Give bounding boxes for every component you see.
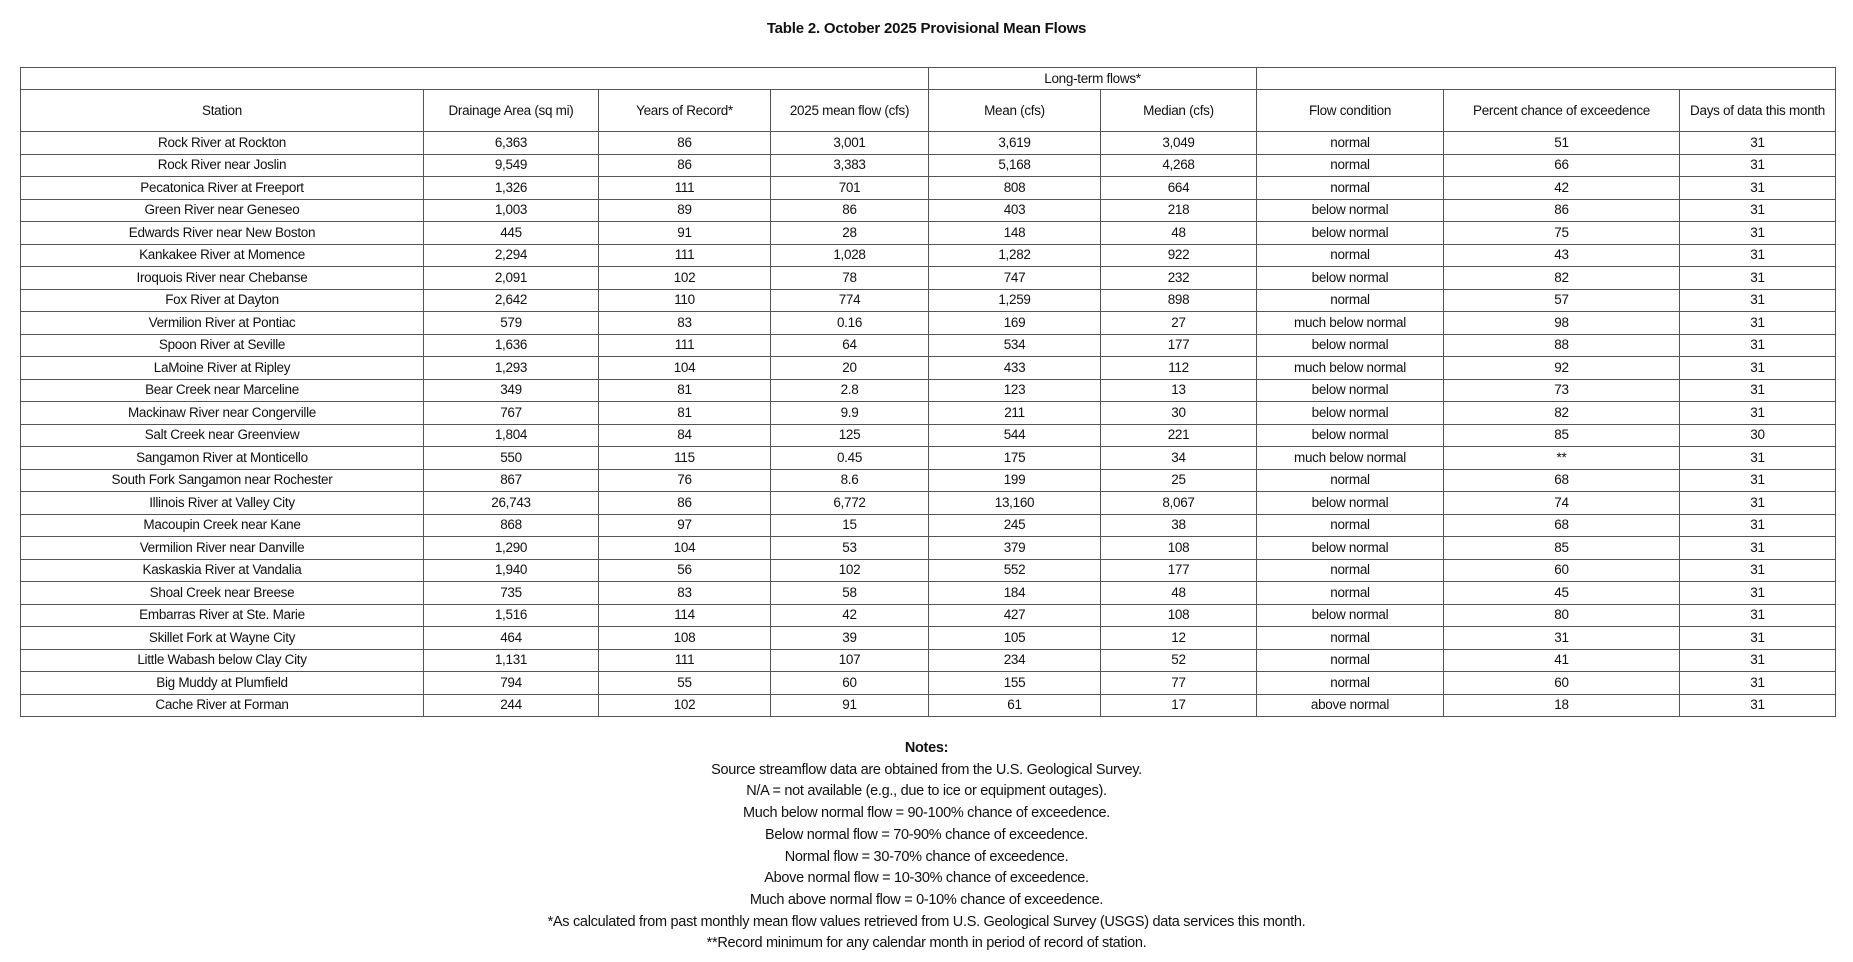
cell-percent-exceedence: 68	[1444, 514, 1680, 537]
cell-station: South Fork Sangamon near Rochester	[21, 469, 424, 492]
cell-long-term-mean: 175	[929, 447, 1101, 470]
cell-flow-condition: normal	[1257, 514, 1444, 537]
cell-long-term-median: 112	[1101, 357, 1257, 380]
cell-station: Bear Creek near Marceline	[21, 379, 424, 402]
cell-station: Macoupin Creek near Kane	[21, 514, 424, 537]
cell-days-of-data: 31	[1680, 627, 1836, 650]
cell-flow-condition: much below normal	[1257, 312, 1444, 335]
cell-drainage-area: 244	[424, 694, 599, 717]
cell-percent-exceedence: 74	[1444, 492, 1680, 515]
cell-drainage-area: 1,290	[424, 537, 599, 560]
cell-percent-exceedence: 66	[1444, 154, 1680, 177]
cell-flow-condition: below normal	[1257, 424, 1444, 447]
cell-station: Vermilion River at Pontiac	[21, 312, 424, 335]
long-term-flows-header: Long-term flows*	[929, 68, 1257, 90]
cell-mean-flow-2025: 0.16	[771, 312, 929, 335]
cell-long-term-median: 27	[1101, 312, 1257, 335]
cell-long-term-median: 34	[1101, 447, 1257, 470]
cell-station: Mackinaw River near Congerville	[21, 402, 424, 425]
cell-days-of-data: 31	[1680, 357, 1836, 380]
cell-station: Rock River at Rockton	[21, 132, 424, 155]
cell-flow-condition: normal	[1257, 177, 1444, 200]
cell-days-of-data: 31	[1680, 604, 1836, 627]
cell-percent-exceedence: 60	[1444, 672, 1680, 695]
cell-years-of-record: 111	[599, 244, 771, 267]
cell-years-of-record: 89	[599, 199, 771, 222]
cell-drainage-area: 464	[424, 627, 599, 650]
cell-long-term-median: 13	[1101, 379, 1257, 402]
cell-long-term-median: 17	[1101, 694, 1257, 717]
cell-days-of-data: 31	[1680, 447, 1836, 470]
table-row	[21, 492, 1836, 515]
cell-days-of-data: 31	[1680, 177, 1836, 200]
cell-flow-condition: below normal	[1257, 199, 1444, 222]
cell-years-of-record: 86	[599, 492, 771, 515]
cell-days-of-data: 31	[1680, 154, 1836, 177]
table-row	[21, 447, 1836, 470]
cell-long-term-median: 8,067	[1101, 492, 1257, 515]
cell-long-term-mean: 5,168	[929, 154, 1101, 177]
cell-long-term-mean: 61	[929, 694, 1101, 717]
cell-percent-exceedence: 41	[1444, 649, 1680, 672]
cell-percent-exceedence: 18	[1444, 694, 1680, 717]
cell-station: Rock River near Joslin	[21, 154, 424, 177]
cell-percent-exceedence: 82	[1444, 402, 1680, 425]
cell-long-term-mean: 105	[929, 627, 1101, 650]
cell-long-term-mean: 1,282	[929, 244, 1101, 267]
table-row	[21, 514, 1836, 537]
cell-years-of-record: 86	[599, 132, 771, 155]
table-row	[21, 672, 1836, 695]
table-row	[21, 627, 1836, 650]
cell-drainage-area: 1,940	[424, 559, 599, 582]
cell-long-term-median: 898	[1101, 289, 1257, 312]
group-header-blank-right	[1257, 68, 1836, 90]
cell-flow-condition: much below normal	[1257, 357, 1444, 380]
cell-station: Edwards River near New Boston	[21, 222, 424, 245]
cell-mean-flow-2025: 3,383	[771, 154, 929, 177]
cell-percent-exceedence: 57	[1444, 289, 1680, 312]
cell-flow-condition: normal	[1257, 582, 1444, 605]
cell-flow-condition: below normal	[1257, 537, 1444, 560]
table-body	[21, 132, 1836, 717]
column-header-days-of-data: Days of data this month	[1680, 90, 1836, 132]
notes-lines	[0, 760, 1853, 955]
cell-long-term-median: 177	[1101, 334, 1257, 357]
note-line: Above normal flow = 10-30% chance of exceedence.	[764, 870, 1089, 887]
cell-mean-flow-2025: 86	[771, 199, 929, 222]
cell-percent-exceedence: 75	[1444, 222, 1680, 245]
note-line: N/A = not available (e.g., due to ice or equipment outages).	[746, 783, 1107, 800]
cell-station: Skillet Fork at Wayne City	[21, 627, 424, 650]
cell-years-of-record: 114	[599, 604, 771, 627]
cell-days-of-data: 31	[1680, 672, 1836, 695]
table-row	[21, 649, 1836, 672]
cell-days-of-data: 31	[1680, 379, 1836, 402]
cell-station: Vermilion River near Danville	[21, 537, 424, 560]
cell-mean-flow-2025: 774	[771, 289, 929, 312]
cell-years-of-record: 104	[599, 537, 771, 560]
note-line: Source streamflow data are obtained from the U.S. Geological Survey.	[711, 761, 1142, 778]
cell-drainage-area: 1,516	[424, 604, 599, 627]
cell-long-term-median: 30	[1101, 402, 1257, 425]
cell-drainage-area: 445	[424, 222, 599, 245]
cell-percent-exceedence: 88	[1444, 334, 1680, 357]
cell-mean-flow-2025: 39	[771, 627, 929, 650]
cell-long-term-median: 25	[1101, 469, 1257, 492]
cell-station: Little Wabash below Clay City	[21, 649, 424, 672]
cell-drainage-area: 1,326	[424, 177, 599, 200]
cell-drainage-area: 579	[424, 312, 599, 335]
cell-drainage-area: 2,642	[424, 289, 599, 312]
cell-drainage-area: 2,091	[424, 267, 599, 290]
cell-long-term-mean: 245	[929, 514, 1101, 537]
cell-long-term-mean: 808	[929, 177, 1101, 200]
table-row	[21, 289, 1836, 312]
cell-mean-flow-2025: 58	[771, 582, 929, 605]
column-header-mean: Mean (cfs)	[929, 90, 1101, 132]
cell-mean-flow-2025: 6,772	[771, 492, 929, 515]
cell-drainage-area: 794	[424, 672, 599, 695]
cell-long-term-mean: 3,619	[929, 132, 1101, 155]
cell-drainage-area: 550	[424, 447, 599, 470]
cell-years-of-record: 86	[599, 154, 771, 177]
note-line: Normal flow = 30-70% chance of exceedence.	[784, 848, 1069, 865]
cell-mean-flow-2025: 91	[771, 694, 929, 717]
column-header-years-of-record: Years of Record*	[599, 90, 771, 132]
cell-drainage-area: 349	[424, 379, 599, 402]
cell-percent-exceedence: **	[1444, 447, 1680, 470]
cell-percent-exceedence: 85	[1444, 537, 1680, 560]
notes-title: Notes:	[904, 740, 949, 756]
group-header-blank-left	[21, 68, 929, 90]
cell-long-term-mean: 148	[929, 222, 1101, 245]
cell-mean-flow-2025: 53	[771, 537, 929, 560]
cell-percent-exceedence: 82	[1444, 267, 1680, 290]
cell-drainage-area: 1,804	[424, 424, 599, 447]
cell-flow-condition: normal	[1257, 469, 1444, 492]
cell-percent-exceedence: 31	[1444, 627, 1680, 650]
cell-percent-exceedence: 73	[1444, 379, 1680, 402]
cell-drainage-area: 868	[424, 514, 599, 537]
cell-years-of-record: 104	[599, 357, 771, 380]
cell-years-of-record: 108	[599, 627, 771, 650]
cell-drainage-area: 9,549	[424, 154, 599, 177]
column-header-median: Median (cfs)	[1101, 90, 1257, 132]
cell-long-term-mean: 123	[929, 379, 1101, 402]
table-row	[21, 582, 1836, 605]
cell-percent-exceedence: 98	[1444, 312, 1680, 335]
cell-days-of-data: 31	[1680, 559, 1836, 582]
cell-drainage-area: 1,131	[424, 649, 599, 672]
cell-mean-flow-2025: 3,001	[771, 132, 929, 155]
cell-mean-flow-2025: 2.8	[771, 379, 929, 402]
cell-years-of-record: 111	[599, 334, 771, 357]
cell-long-term-median: 108	[1101, 537, 1257, 560]
cell-mean-flow-2025: 0.45	[771, 447, 929, 470]
cell-flow-condition: normal	[1257, 289, 1444, 312]
cell-percent-exceedence: 51	[1444, 132, 1680, 155]
cell-mean-flow-2025: 107	[771, 649, 929, 672]
cell-flow-condition: below normal	[1257, 402, 1444, 425]
cell-station: Sangamon River at Monticello	[21, 447, 424, 470]
cell-days-of-data: 31	[1680, 289, 1836, 312]
cell-percent-exceedence: 80	[1444, 604, 1680, 627]
cell-long-term-median: 232	[1101, 267, 1257, 290]
cell-flow-condition: normal	[1257, 672, 1444, 695]
cell-percent-exceedence: 68	[1444, 469, 1680, 492]
cell-long-term-median: 38	[1101, 514, 1257, 537]
cell-long-term-median: 218	[1101, 199, 1257, 222]
table-row	[21, 267, 1836, 290]
cell-drainage-area: 735	[424, 582, 599, 605]
group-header-row	[21, 68, 1836, 90]
table-row	[21, 604, 1836, 627]
cell-years-of-record: 110	[599, 289, 771, 312]
cell-days-of-data: 30	[1680, 424, 1836, 447]
cell-days-of-data: 31	[1680, 267, 1836, 290]
cell-mean-flow-2025: 701	[771, 177, 929, 200]
cell-flow-condition: below normal	[1257, 334, 1444, 357]
cell-years-of-record: 91	[599, 222, 771, 245]
table-row	[21, 199, 1836, 222]
cell-mean-flow-2025: 64	[771, 334, 929, 357]
cell-years-of-record: 76	[599, 469, 771, 492]
cell-long-term-median: 4,268	[1101, 154, 1257, 177]
cell-years-of-record: 102	[599, 267, 771, 290]
cell-drainage-area: 1,003	[424, 199, 599, 222]
column-header-row	[21, 90, 1836, 132]
cell-years-of-record: 115	[599, 447, 771, 470]
cell-station: Big Muddy at Plumfield	[21, 672, 424, 695]
cell-long-term-mean: 169	[929, 312, 1101, 335]
table-row	[21, 424, 1836, 447]
cell-long-term-median: 48	[1101, 222, 1257, 245]
table-row	[21, 244, 1836, 267]
note-line: **Record minimum for any calendar month in period of record of station.	[706, 935, 1147, 952]
cell-percent-exceedence: 85	[1444, 424, 1680, 447]
cell-mean-flow-2025: 102	[771, 559, 929, 582]
cell-days-of-data: 31	[1680, 649, 1836, 672]
cell-station: Spoon River at Seville	[21, 334, 424, 357]
cell-mean-flow-2025: 78	[771, 267, 929, 290]
cell-mean-flow-2025: 125	[771, 424, 929, 447]
column-header-2025-mean-flow: 2025 mean flow (cfs)	[771, 90, 929, 132]
cell-days-of-data: 31	[1680, 199, 1836, 222]
cell-days-of-data: 31	[1680, 132, 1836, 155]
cell-mean-flow-2025: 15	[771, 514, 929, 537]
cell-years-of-record: 83	[599, 312, 771, 335]
cell-days-of-data: 31	[1680, 469, 1836, 492]
cell-station: Kaskaskia River at Vandalia	[21, 559, 424, 582]
note-line: Below normal flow = 70-90% chance of exceedence.	[765, 826, 1088, 843]
table-row	[21, 357, 1836, 380]
cell-station: LaMoine River at Ripley	[21, 357, 424, 380]
cell-station: Salt Creek near Greenview	[21, 424, 424, 447]
cell-long-term-median: 77	[1101, 672, 1257, 695]
cell-days-of-data: 31	[1680, 334, 1836, 357]
cell-long-term-median: 221	[1101, 424, 1257, 447]
cell-long-term-mean: 433	[929, 357, 1101, 380]
cell-years-of-record: 81	[599, 402, 771, 425]
cell-flow-condition: below normal	[1257, 222, 1444, 245]
table-row	[21, 177, 1836, 200]
cell-flow-condition: below normal	[1257, 379, 1444, 402]
cell-percent-exceedence: 43	[1444, 244, 1680, 267]
cell-drainage-area: 867	[424, 469, 599, 492]
cell-mean-flow-2025: 42	[771, 604, 929, 627]
table-row	[21, 469, 1836, 492]
cell-mean-flow-2025: 20	[771, 357, 929, 380]
cell-mean-flow-2025: 1,028	[771, 244, 929, 267]
cell-years-of-record: 97	[599, 514, 771, 537]
cell-percent-exceedence: 42	[1444, 177, 1680, 200]
cell-long-term-mean: 552	[929, 559, 1101, 582]
table-row	[21, 379, 1836, 402]
cell-long-term-mean: 544	[929, 424, 1101, 447]
table-row	[21, 132, 1836, 155]
cell-percent-exceedence: 92	[1444, 357, 1680, 380]
cell-long-term-median: 177	[1101, 559, 1257, 582]
cell-days-of-data: 31	[1680, 514, 1836, 537]
cell-long-term-median: 48	[1101, 582, 1257, 605]
cell-mean-flow-2025: 60	[771, 672, 929, 695]
cell-days-of-data: 31	[1680, 244, 1836, 267]
cell-drainage-area: 2,294	[424, 244, 599, 267]
table-row	[21, 559, 1836, 582]
note-line: *As calculated from past monthly mean flow values retrieved from U.S. Geological Survey (USGS) data services this month.	[547, 913, 1306, 930]
cell-years-of-record: 111	[599, 649, 771, 672]
cell-flow-condition: much below normal	[1257, 447, 1444, 470]
cell-flow-condition: normal	[1257, 627, 1444, 650]
cell-days-of-data: 31	[1680, 312, 1836, 335]
cell-drainage-area: 767	[424, 402, 599, 425]
cell-long-term-mean: 184	[929, 582, 1101, 605]
cell-flow-condition: normal	[1257, 649, 1444, 672]
column-header-station: Station	[21, 90, 424, 132]
cell-station: Kankakee River at Momence	[21, 244, 424, 267]
table-row	[21, 694, 1836, 717]
cell-long-term-mean: 534	[929, 334, 1101, 357]
cell-station: Green River near Geneseo	[21, 199, 424, 222]
notes-section	[0, 738, 1853, 955]
cell-years-of-record: 84	[599, 424, 771, 447]
cell-station: Fox River at Dayton	[21, 289, 424, 312]
cell-days-of-data: 31	[1680, 402, 1836, 425]
cell-long-term-mean: 211	[929, 402, 1101, 425]
cell-drainage-area: 1,293	[424, 357, 599, 380]
cell-years-of-record: 111	[599, 177, 771, 200]
cell-long-term-mean: 1,259	[929, 289, 1101, 312]
cell-long-term-mean: 13,160	[929, 492, 1101, 515]
note-line: Much below normal flow = 90-100% chance of exceedence.	[742, 805, 1111, 822]
table-row	[21, 312, 1836, 335]
provisional-mean-flows-table	[20, 67, 1836, 717]
cell-long-term-median: 108	[1101, 604, 1257, 627]
cell-flow-condition: normal	[1257, 154, 1444, 177]
cell-flow-condition: below normal	[1257, 492, 1444, 515]
cell-flow-condition: normal	[1257, 132, 1444, 155]
cell-station: Iroquois River near Chebanse	[21, 267, 424, 290]
cell-days-of-data: 31	[1680, 694, 1836, 717]
cell-flow-condition: normal	[1257, 244, 1444, 267]
cell-station: Pecatonica River at Freeport	[21, 177, 424, 200]
cell-mean-flow-2025: 28	[771, 222, 929, 245]
column-header-drainage-area: Drainage Area (sq mi)	[424, 90, 599, 132]
cell-long-term-mean: 403	[929, 199, 1101, 222]
cell-long-term-median: 52	[1101, 649, 1257, 672]
table-row	[21, 154, 1836, 177]
cell-flow-condition: above normal	[1257, 694, 1444, 717]
cell-station: Illinois River at Valley City	[21, 492, 424, 515]
cell-drainage-area: 1,636	[424, 334, 599, 357]
cell-percent-exceedence: 60	[1444, 559, 1680, 582]
cell-long-term-median: 922	[1101, 244, 1257, 267]
cell-days-of-data: 31	[1680, 582, 1836, 605]
cell-days-of-data: 31	[1680, 537, 1836, 560]
cell-years-of-record: 83	[599, 582, 771, 605]
table-row	[21, 402, 1836, 425]
cell-drainage-area: 26,743	[424, 492, 599, 515]
table-title: Table 2. October 2025 Provisional Mean Flows	[766, 20, 1087, 37]
cell-long-term-mean: 747	[929, 267, 1101, 290]
cell-drainage-area: 6,363	[424, 132, 599, 155]
note-line: Much above normal flow = 0-10% chance of exceedence.	[749, 891, 1104, 908]
cell-mean-flow-2025: 9.9	[771, 402, 929, 425]
table-row	[21, 334, 1836, 357]
cell-percent-exceedence: 45	[1444, 582, 1680, 605]
cell-years-of-record: 56	[599, 559, 771, 582]
cell-station: Shoal Creek near Breese	[21, 582, 424, 605]
column-header-percent-exceedence: Percent chance of exceedence	[1444, 90, 1680, 132]
cell-long-term-mean: 379	[929, 537, 1101, 560]
cell-flow-condition: below normal	[1257, 267, 1444, 290]
cell-long-term-median: 12	[1101, 627, 1257, 650]
cell-years-of-record: 55	[599, 672, 771, 695]
cell-days-of-data: 31	[1680, 222, 1836, 245]
cell-flow-condition: below normal	[1257, 604, 1444, 627]
cell-percent-exceedence: 86	[1444, 199, 1680, 222]
cell-long-term-median: 664	[1101, 177, 1257, 200]
cell-long-term-mean: 234	[929, 649, 1101, 672]
cell-station: Cache River at Forman	[21, 694, 424, 717]
cell-flow-condition: normal	[1257, 559, 1444, 582]
cell-long-term-mean: 427	[929, 604, 1101, 627]
cell-years-of-record: 81	[599, 379, 771, 402]
cell-mean-flow-2025: 8.6	[771, 469, 929, 492]
cell-long-term-median: 3,049	[1101, 132, 1257, 155]
cell-long-term-mean: 155	[929, 672, 1101, 695]
cell-long-term-mean: 199	[929, 469, 1101, 492]
column-header-flow-condition: Flow condition	[1257, 90, 1444, 132]
cell-station: Embarras River at Ste. Marie	[21, 604, 424, 627]
cell-days-of-data: 31	[1680, 492, 1836, 515]
table-row	[21, 537, 1836, 560]
cell-years-of-record: 102	[599, 694, 771, 717]
table-row	[21, 222, 1836, 245]
